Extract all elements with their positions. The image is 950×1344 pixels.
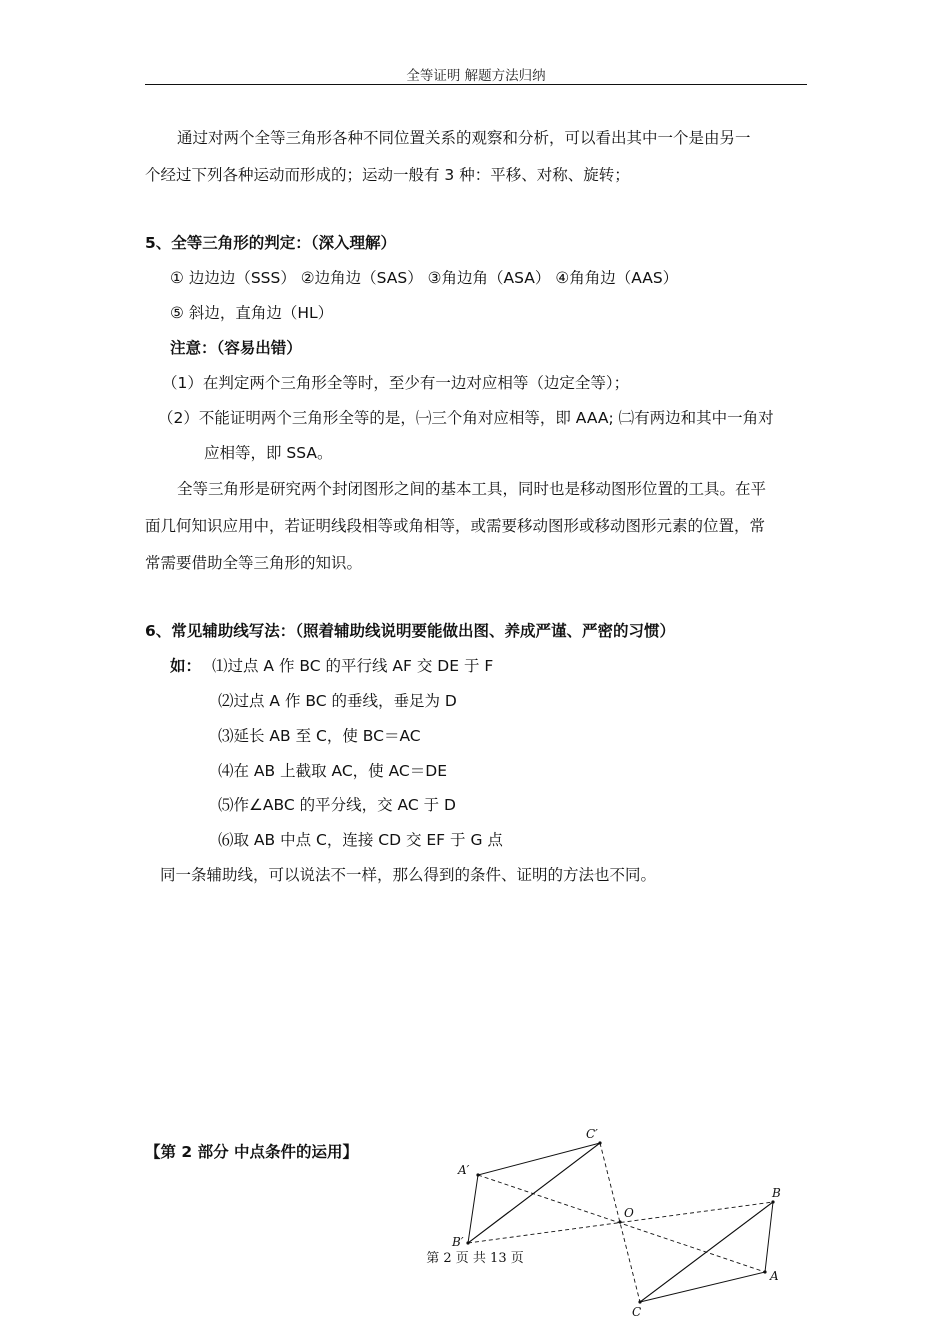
label-b: B — [772, 1186, 781, 1200]
part2-title: 【第 2 部分 中点条件的运用】 — [145, 1143, 358, 1161]
page-header: 全等证明 解题方法归纳 — [406, 68, 546, 84]
note-2-line-2: 应相等，即 SSA。 — [204, 444, 333, 462]
aux-line-item: ⑴过点 A 作 BC 的平行线 AF 交 DE 于 F — [212, 657, 494, 675]
criteria-row-1: ① 边边边（SSS） ②边角边（SAS） ③角边角（ASA） ④角角边（AAS） — [170, 269, 679, 287]
section6-title: 6、常见辅助线写法：（照着辅助线说明要能做出图、养成严谨、严密的习惯） — [145, 622, 676, 640]
label-a-prime: A′ — [458, 1163, 470, 1177]
rotation-figure — [440, 1120, 800, 1320]
aux-line-item: ⑵过点 A 作 BC 的垂线，垂足为 D — [218, 692, 457, 710]
page-footer: 第 2 页 共 13 页 — [426, 1251, 524, 1266]
header-rule — [145, 84, 807, 85]
paragraph-line-1: 全等三角形是研究两个封闭图形之间的基本工具，同时也是移动图形位置的工具。在平 — [177, 480, 767, 498]
aux-line-item: ⑹取 AB 中点 C，连接 CD 交 EF 于 G 点 — [218, 831, 503, 849]
point-b — [771, 1200, 774, 1203]
intro-line-2: 个经过下列各种运动而形成的；运动一般有 3 种：平移、对称、旋转； — [145, 166, 630, 184]
aux-line-item: ⑸作∠ABC 的平分线，交 AC 于 D — [218, 796, 456, 814]
point-o — [618, 1220, 621, 1223]
intro-line-1: 通过对两个全等三角形各种不同位置关系的观察和分析，可以看出其中一个是由另一 — [177, 129, 751, 147]
section6-summary: 同一条辅助线，可以说法不一样，那么得到的条件、证明的方法也不同。 — [160, 866, 657, 884]
paragraph-line-3: 常需要借助全等三角形的知识。 — [145, 554, 363, 572]
aux-line-item: ⑷在 AB 上截取 AC，使 AC＝DE — [218, 762, 447, 780]
point-c-prime — [598, 1141, 601, 1144]
paragraph-line-2: 面几何知识应用中，若证明线段相等或角相等，或需要移动图形或移动图形元素的位置，常 — [145, 517, 766, 535]
label-a: A — [770, 1269, 779, 1283]
criteria-row-2: ⑤ 斜边，直角边（HL） — [170, 304, 334, 322]
label-c: C — [632, 1305, 642, 1319]
point-c — [638, 1300, 641, 1303]
section6-lead: 如： — [170, 657, 202, 675]
point-b-prime — [466, 1241, 469, 1244]
label-b-prime: B′ — [452, 1235, 464, 1249]
note-2-line-1: （2）不能证明两个三角形全等的是，㈠三个角对应相等，即 AAA; ㈡有两边和其中一角对 — [158, 409, 774, 427]
aux-line-item: ⑶延长 AB 至 C，使 BC＝AC — [218, 727, 421, 745]
section5-title: 5、全等三角形的判定：（深入理解） — [145, 234, 397, 252]
note-title: 注意：（容易出错） — [170, 339, 302, 357]
point-a-prime — [476, 1173, 479, 1176]
note-1: （1）在判定两个三角形全等时，至少有一边对应相等（边定全等）； — [162, 374, 630, 392]
label-c-prime: C′ — [586, 1127, 598, 1141]
point-a — [763, 1270, 766, 1273]
label-o: O — [624, 1206, 634, 1220]
